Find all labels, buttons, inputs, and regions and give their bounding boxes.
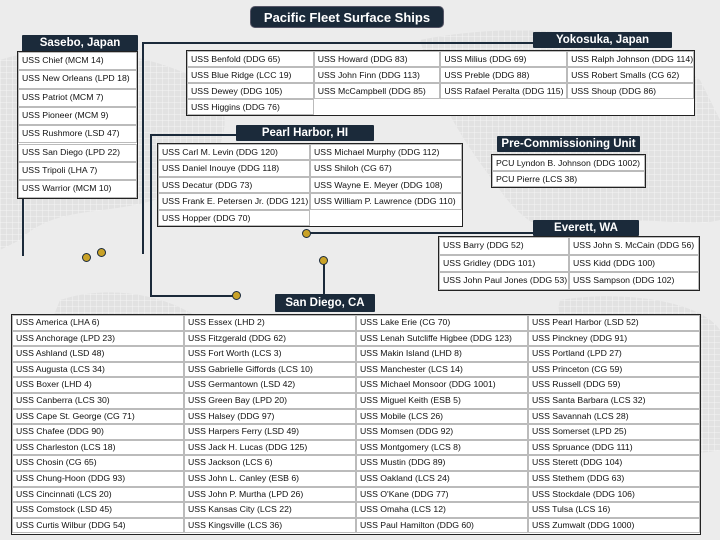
ship-cell: USS New Orleans (LPD 18)	[18, 70, 137, 88]
ship-cell: USS Tripoli (LHA 7)	[18, 162, 137, 180]
ship-cell: USS Wayne E. Meyer (DDG 108)	[310, 177, 462, 193]
ship-cell: USS Miguel Keith (ESB 5)	[356, 393, 528, 409]
port-dot-sandiego	[319, 256, 328, 265]
ship-cell: USS Chief (MCM 14)	[18, 52, 137, 70]
ship-cell: USS Lenah Sutcliffe Higbee (DDG 123)	[356, 331, 528, 347]
connector-sandiego	[323, 260, 325, 296]
ship-cell: USS Decatur (DDG 73)	[158, 177, 310, 193]
ship-cell: USS Michael Murphy (DDG 112)	[310, 144, 462, 160]
ship-cell: USS O'Kane (DDG 77)	[356, 487, 528, 503]
ship-cell: USS Chosin (CG 65)	[12, 455, 184, 471]
ship-cell: USS Montgomery (LCS 8)	[356, 440, 528, 456]
ship-cell: USS Jackson (LCS 6)	[184, 455, 356, 471]
page-title: Pacific Fleet Surface Ships	[250, 6, 444, 28]
ship-cell: USS Fitzgerald (DDG 62)	[184, 331, 356, 347]
ship-cell: USS Stethem (DDG 63)	[528, 471, 700, 487]
everett-header: Everett, WA	[533, 220, 639, 236]
ship-cell: USS Ashland (LSD 48)	[12, 346, 184, 362]
ship-cell: USS McCampbell (DDG 85)	[314, 83, 441, 99]
ship-cell: USS Curtis Wilbur (DDG 54)	[12, 518, 184, 534]
ship-cell: USS Charleston (LCS 18)	[12, 440, 184, 456]
ship-cell: USS Jack H. Lucas (DDG 125)	[184, 440, 356, 456]
ship-cell: USS Comstock (LSD 45)	[12, 502, 184, 518]
ship-cell: USS Preble (DDG 88)	[440, 67, 567, 83]
ship-cell: USS Savannah (LCS 28)	[528, 409, 700, 425]
ship-cell: USS Kingsville (LCS 36)	[184, 518, 356, 534]
ship-cell: USS Warrior (MCM 10)	[18, 180, 137, 198]
yokosuka-list	[186, 50, 695, 116]
ship-cell: USS Makin Island (LHD 8)	[356, 346, 528, 362]
ship-cell: USS Augusta (LCS 34)	[12, 362, 184, 378]
ship-cell: USS Mobile (LCS 26)	[356, 409, 528, 425]
connector-yokosuka	[142, 42, 534, 44]
connector-pearl-h	[150, 134, 240, 136]
ship-cell: USS John Finn (DDG 113)	[314, 67, 441, 83]
ship-cell: USS Blue Ridge (LCC 19)	[187, 67, 314, 83]
ship-cell: USS Howard (DDG 83)	[314, 51, 441, 67]
ship-cell: USS Daniel Inouye (DDG 118)	[158, 160, 310, 176]
ship-cell: USS Manchester (LCS 14)	[356, 362, 528, 378]
pearl-list	[157, 143, 463, 227]
ship-cell: USS Gabrielle Giffords (LCS 10)	[184, 362, 356, 378]
ship-cell: USS Kidd (DDG 100)	[569, 255, 699, 273]
ship-cell: USS Tulsa (LCS 16)	[528, 502, 700, 518]
ship-cell: USS Pearl Harbor (LSD 52)	[528, 315, 700, 331]
connector-yokosuka-v	[142, 42, 144, 254]
ship-cell: USS Gridley (DDG 101)	[439, 255, 569, 273]
ship-cell: USS Lake Erie (CG 70)	[356, 315, 528, 331]
port-dot-everett	[302, 229, 311, 238]
ship-cell: USS Zumwalt (DDG 1000)	[528, 518, 700, 534]
pearl-header: Pearl Harbor, HI	[236, 125, 374, 141]
connector-pearl-b	[150, 295, 236, 297]
ship-cell: USS John L. Canley (ESB 6)	[184, 471, 356, 487]
ship-cell: USS Green Bay (LPD 20)	[184, 393, 356, 409]
ship-cell: USS Stockdale (DDG 106)	[528, 487, 700, 503]
ship-cell: USS Princeton (CG 59)	[528, 362, 700, 378]
ship-cell: USS Oakland (LCS 24)	[356, 471, 528, 487]
precomm-list	[491, 154, 646, 188]
ship-cell: USS Ralph Johnson (DDG 114)	[567, 51, 694, 67]
ship-cell: USS Pioneer (MCM 9)	[18, 107, 137, 125]
sasebo-list	[17, 51, 138, 199]
ship-cell: USS William P. Lawrence (DDG 110)	[310, 193, 462, 209]
ship-cell: USS Germantown (LSD 42)	[184, 377, 356, 393]
ship-cell: USS Carl M. Levin (DDG 120)	[158, 144, 310, 160]
precomm-header: Pre-Commissioning Unit	[497, 136, 640, 152]
ship-cell: USS Anchorage (LPD 23)	[12, 331, 184, 347]
ship-cell: USS Chung-Hoon (DDG 93)	[12, 471, 184, 487]
everett-list	[438, 236, 700, 291]
ship-cell: USS Shoup (DDG 86)	[567, 83, 694, 99]
ship-cell: USS Russell (DDG 59)	[528, 377, 700, 393]
ship-cell: USS Momsen (DDG 92)	[356, 424, 528, 440]
ship-cell: USS Sampson (DDG 102)	[569, 272, 699, 290]
ship-cell: USS Portland (LPD 27)	[528, 346, 700, 362]
ship-cell: USS John S. McCain (DDG 56)	[569, 237, 699, 255]
ship-cell: USS Michael Monsoor (DDG 1001)	[356, 377, 528, 393]
connector-pearl-v	[150, 134, 152, 296]
ship-cell: USS John Paul Jones (DDG 53)	[439, 272, 569, 290]
ship-cell: USS Canberra (LCS 30)	[12, 393, 184, 409]
ship-cell: USS San Diego (LPD 22)	[18, 144, 137, 162]
ship-cell: USS Hopper (DDG 70)	[158, 210, 310, 226]
ship-cell: USS Kansas City (LCS 22)	[184, 502, 356, 518]
ship-cell: USS Paul Hamilton (DDG 60)	[356, 518, 528, 534]
ship-cell: USS Boxer (LHD 4)	[12, 377, 184, 393]
ship-cell: USS Somerset (LPD 25)	[528, 424, 700, 440]
ship-cell: USS John P. Murtha (LPD 26)	[184, 487, 356, 503]
ship-cell: USS Cape St. George (CG 71)	[12, 409, 184, 425]
ship-cell: USS Santa Barbara (LCS 32)	[528, 393, 700, 409]
ship-cell: USS Shiloh (CG 67)	[310, 160, 462, 176]
ship-cell: USS Cincinnati (LCS 20)	[12, 487, 184, 503]
ship-cell: USS Mustin (DDG 89)	[356, 455, 528, 471]
ship-cell: USS Sterett (DDG 104)	[528, 455, 700, 471]
sandiego-header: San Diego, CA	[275, 294, 375, 312]
ship-cell: PCU Lyndon B. Johnson (DDG 1002)	[492, 155, 645, 171]
ship-cell: USS Patriot (MCM 7)	[18, 89, 137, 107]
connector-everett	[308, 232, 538, 234]
ship-cell: USS Barry (DDG 52)	[439, 237, 569, 255]
ship-cell: USS Essex (LHD 2)	[184, 315, 356, 331]
ship-cell: USS Omaha (LCS 12)	[356, 502, 528, 518]
ship-cell: USS Rushmore (LSD 47)	[18, 125, 137, 143]
ship-cell: USS Spruance (DDG 111)	[528, 440, 700, 456]
sandiego-list	[11, 314, 701, 535]
ship-cell: PCU Pierre (LCS 38)	[492, 171, 645, 187]
ship-cell: USS Frank E. Petersen Jr. (DDG 121)	[158, 193, 310, 209]
ship-cell: USS Milius (DDG 69)	[440, 51, 567, 67]
port-dot-pearl	[232, 291, 241, 300]
ship-cell: USS Harpers Ferry (LSD 49)	[184, 424, 356, 440]
port-dot-sasebo	[82, 253, 91, 262]
ship-cell: USS Halsey (DDG 97)	[184, 409, 356, 425]
sasebo-header: Sasebo, Japan	[22, 35, 138, 51]
ship-cell: USS Dewey (DDG 105)	[187, 83, 314, 99]
ship-cell: USS Benfold (DDG 65)	[187, 51, 314, 67]
ship-cell: USS Higgins (DDG 76)	[187, 99, 314, 115]
ship-cell: USS Fort Worth (LCS 3)	[184, 346, 356, 362]
ship-cell: USS Chafee (DDG 90)	[12, 424, 184, 440]
ship-cell: USS Pinckney (DDG 91)	[528, 331, 700, 347]
ship-cell: USS Robert Smalls (CG 62)	[567, 67, 694, 83]
yokosuka-header: Yokosuka, Japan	[533, 32, 672, 48]
ship-cell: USS America (LHA 6)	[12, 315, 184, 331]
ship-cell: USS Rafael Peralta (DDG 115)	[440, 83, 567, 99]
port-dot-yokosuka	[97, 248, 106, 257]
